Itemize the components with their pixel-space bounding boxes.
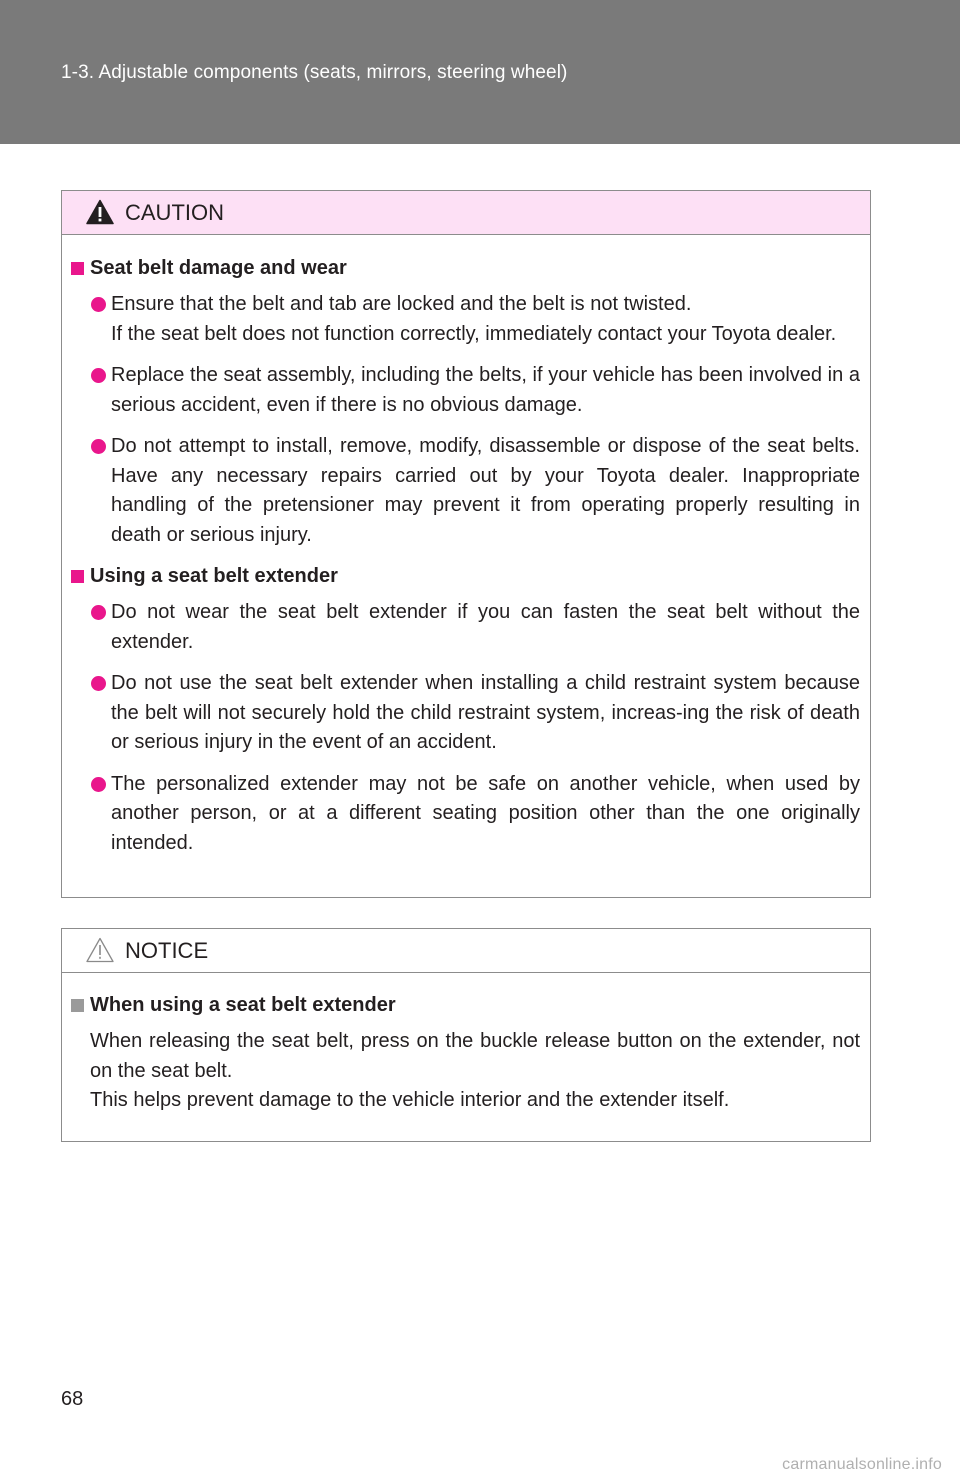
caution-content bbox=[70, 254, 860, 870]
list-item: Do not wear the seat belt extender if you can fasten the seat belt without the extender. bbox=[70, 598, 860, 657]
warning-triangle-filled-icon bbox=[86, 199, 114, 225]
circle-bullet-icon bbox=[91, 297, 106, 312]
square-bullet-icon bbox=[71, 262, 84, 275]
list-item: The personalized extender may not be safe on another vehicle, when used by another person, or at a different seating position other than the one originally intended. bbox=[70, 770, 860, 859]
notice-header bbox=[62, 929, 870, 973]
notice-label: NOTICE bbox=[125, 938, 209, 963]
section-heading: Seat belt damage and wear bbox=[70, 254, 860, 283]
section-heading: When using a seat belt extender bbox=[70, 991, 860, 1020]
section-heading: Using a seat belt extender bbox=[70, 562, 860, 591]
notice-text: When releasing the seat belt, press on the buckle release button on the extender, not on the seat belt. This helps prevent damage to the vehicle interior and the extender itself. bbox=[90, 1030, 860, 1111]
circle-bullet-icon bbox=[91, 676, 106, 691]
circle-bullet-icon bbox=[91, 439, 106, 454]
circle-bullet-icon bbox=[91, 605, 106, 620]
notice-content bbox=[70, 991, 860, 1116]
caution-header bbox=[62, 191, 870, 235]
list-item: Do not attempt to install, remove, modify, disassemble or dispose of the seat belts. Have any necessary repairs carried out by your Toyota dealer. Inappropriate handling of the pretensioner may prevent it from operating properly resulting in death or serious injury. bbox=[70, 432, 860, 550]
warning-triangle-outline-icon bbox=[86, 937, 114, 963]
list-item: Replace the seat assembly, including the belts, if your vehicle has been involved in a serious accident, even if there is no obvious damage. bbox=[70, 361, 860, 420]
watermark: carmanualsonline.info bbox=[782, 1456, 942, 1473]
square-bullet-icon bbox=[71, 999, 84, 1012]
circle-bullet-icon bbox=[91, 368, 106, 383]
square-bullet-icon bbox=[71, 570, 84, 583]
caution-box bbox=[61, 190, 871, 898]
circle-bullet-icon bbox=[91, 777, 106, 792]
caution-label: CAUTION bbox=[125, 200, 224, 225]
section-title: 1-3. Adjustable components (seats, mirrors, steering wheel) bbox=[61, 62, 568, 83]
notice-box bbox=[61, 928, 871, 1142]
list-item: Do not use the seat belt extender when installing a child restraint system because the belt will not securely hold the child restraint system, increas-ing the risk of death or serious injury in the event of an accident. bbox=[70, 669, 860, 758]
page-header bbox=[0, 0, 960, 144]
page-number: 68 bbox=[61, 1388, 84, 1410]
list-item: Ensure that the belt and tab are locked and the belt is not twisted. If the seat belt does not function correctly, immediately contact your Toyota dealer. bbox=[70, 290, 860, 349]
